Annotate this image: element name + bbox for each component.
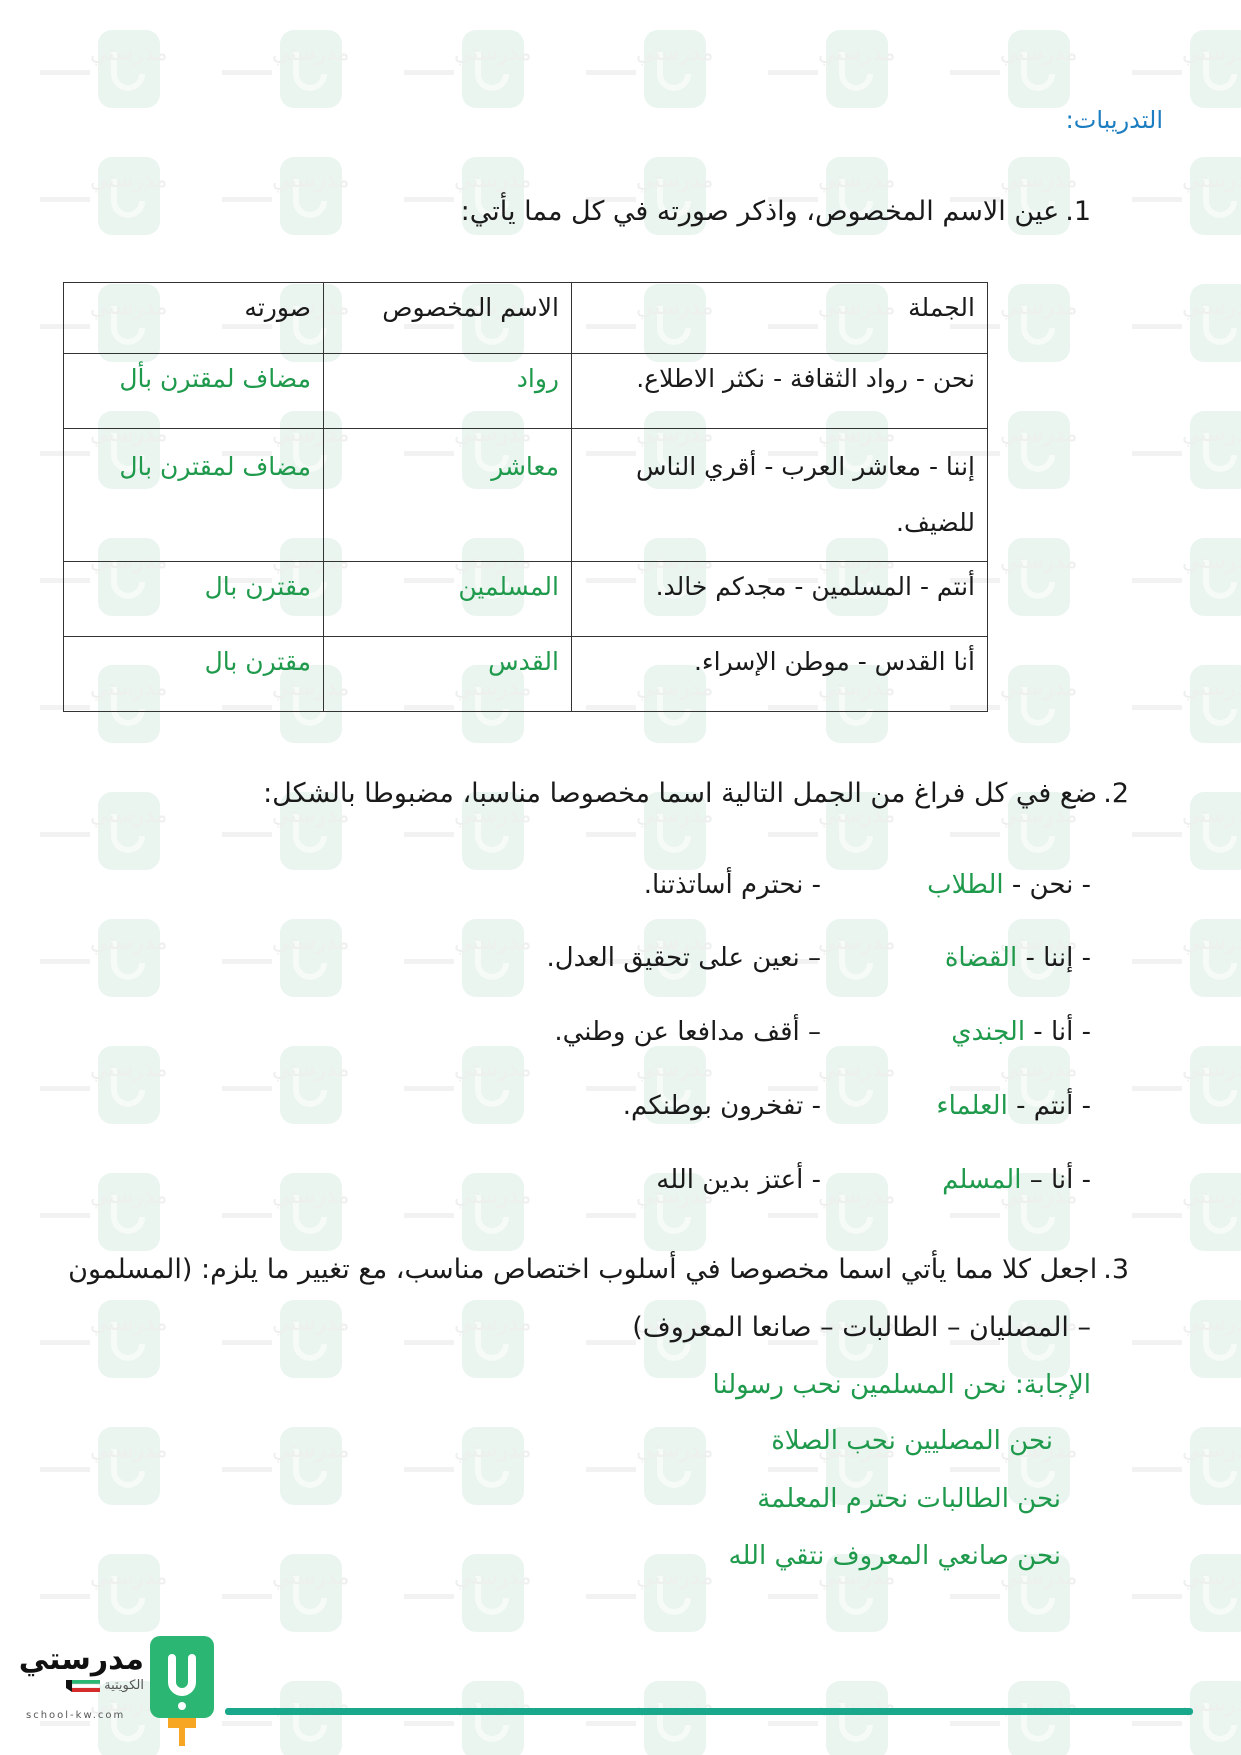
noun-cell: القدس [324, 637, 572, 712]
answer-line-3: نحن الطالبات نحترم المعلمة [757, 1484, 1061, 1514]
noun-cell: المسلمين [324, 562, 572, 637]
question-text: اجعل كلا مما يأتي اسما مخصوصا في أسلوب اختصاص مناسب، مع تغيير ما يلزم: (المسلمون [68, 1254, 1098, 1285]
exercise-table [63, 282, 988, 712]
question-3-line2: – المصليان – الطالبات – صانعا المعروف) [632, 1312, 1091, 1343]
question-number: 1. [1065, 196, 1091, 227]
table-row [64, 637, 988, 712]
form-cell: مضاف لمقترن بأل [64, 354, 324, 429]
table-header: صورته [64, 283, 324, 354]
footer-divider [225, 1708, 1193, 1715]
question-3 [68, 1254, 1129, 1285]
fill-rest: - تفخرون بوطنكم. [622, 1091, 821, 1121]
question-number: 3. [1103, 1254, 1129, 1285]
fill-answer: القضاة [944, 943, 1018, 973]
site-logo [18, 1632, 222, 1742]
fill-rest: – أقف مدافعا عن وطني. [554, 1017, 821, 1047]
form-cell: مقترن بال [64, 637, 324, 712]
table-header-row [64, 283, 988, 354]
sentence-cell: نحن - رواد الثقافة - نكثر الاطلاع. [572, 354, 988, 429]
question-text: ضع في كل فراغ من الجمل التالية اسما مخصوصا مناسبا، مضبوطا بالشكل: [263, 778, 1098, 809]
fill-rest: - أعتز بدين الله [656, 1165, 821, 1195]
form-cell: مقترن بال [64, 562, 324, 637]
logo-subtitle: الكويتية [104, 1678, 144, 1693]
logo-name: مدرستي [18, 1642, 144, 1677]
question-text: عين الاسم المخصوص، واذكر صورته في كل مما يأتي: [460, 196, 1060, 227]
fill-answer: المسلم [942, 1165, 1022, 1195]
sentence-cell: أنا القدس - موطن الإسراء. [572, 637, 988, 712]
fill-item-2: - إننا - القضاة [944, 943, 1091, 973]
fill-item-3: - أنا - الجندي [951, 1017, 1091, 1047]
noun-cell: معاشر [324, 429, 572, 562]
fill-item-5: - أنا – المسلم [942, 1165, 1091, 1195]
question-1 [461, 196, 1091, 227]
table-header: الاسم المخصوص [324, 283, 572, 354]
section-heading: التدريبات: [1065, 106, 1163, 134]
table-row [64, 562, 988, 637]
answer-line-2: نحن المصليين نحب الصلاة [771, 1426, 1053, 1456]
form-cell: مضاف لمقترن بال [64, 429, 324, 562]
question-2 [263, 778, 1129, 809]
table-row [64, 429, 988, 562]
fill-item-4: - أنتم - العلماء [936, 1091, 1091, 1121]
logo-url: school-kw.com [26, 1710, 126, 1721]
fill-answer: الجندي [951, 1017, 1026, 1047]
question-number: 2. [1103, 778, 1129, 809]
sentence-cell: إننا - معاشر العرب - أقري الناس للضيف. [572, 429, 988, 562]
fill-rest: – نعين على تحقيق العدل. [546, 943, 821, 973]
noun-cell: رواد [324, 354, 572, 429]
answer-line-1: الإجابة: نحن المسلمين نحب رسولنا [712, 1370, 1091, 1400]
sentence-cell: أنتم - المسلمين - مجدكم خالد. [572, 562, 988, 637]
fill-answer: الطلاب [927, 870, 1004, 900]
fill-answer: العلماء [936, 1091, 1008, 1121]
answer-line-4: نحن صانعي المعروف نتقي الله [728, 1541, 1061, 1571]
fill-rest: - نحترم أساتذتنا. [643, 870, 821, 900]
fill-item-1: - نحن - الطلاب [927, 870, 1091, 900]
table-header: الجملة [572, 283, 988, 354]
table-row [64, 354, 988, 429]
answer-label: الإجابة: [1006, 1370, 1091, 1400]
